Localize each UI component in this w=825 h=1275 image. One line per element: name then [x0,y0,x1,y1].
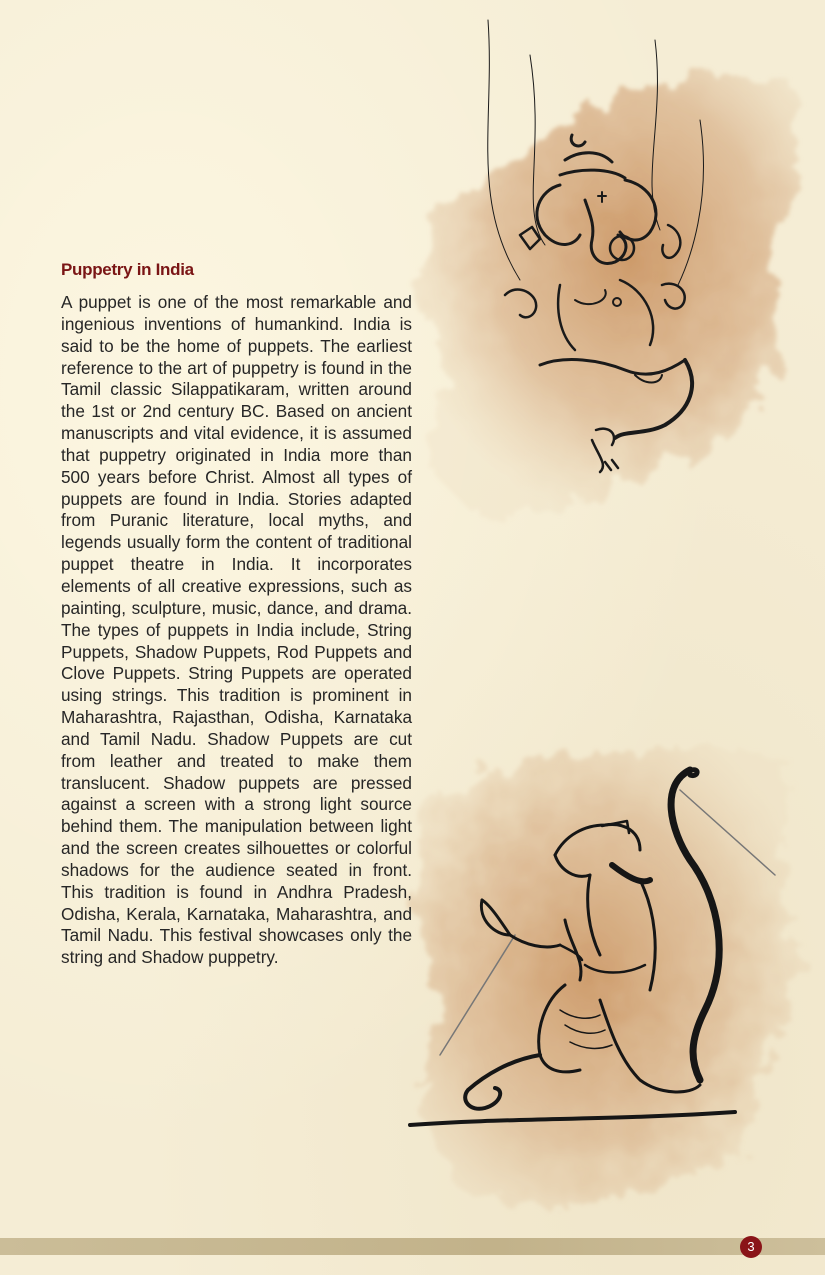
footer-bar [0,1238,825,1255]
section-heading: Puppetry in India [61,260,194,279]
watercolor-wash-top [420,75,800,520]
page-number-badge: 3 [740,1236,762,1258]
watercolor-wash-bottom [415,745,800,1210]
body-paragraph: A puppet is one of the most remarkable and ingenious inventions of humankind. India is said to be the home of puppets. The earliest reference to the art of puppetry is found in the Tamil classic Silappatikaram, written around the 1st or 2nd century BC. Based on ancient manuscripts and vital evidence, it is assumed that puppetry originated in India more than 500 years before Christ. Almost all types of puppets are found in India. Stories adapted from Puranic literature, local myths, and legends usually form the content of traditional puppet theatre in India. It incorporates elements of all creative expressions, such as painting, sculpture, music, dance, and drama. The types of puppets in India include, String Puppets, Shadow Puppets, Rod Puppets and Clove Puppets. String Puppets are operated using strings. This tradition is prominent in Maharashtra, Rajasthan, Odisha, Karnataka and Tamil Nadu. Shadow Puppets are cut from leather and treated to make them translucent. Shadow puppets are pressed against a screen with a strong light source behind them. The manipulation between light and the screen creates silhouettes or colorful shadows for the audience seated in front. This tradition is found in Andhra Pradesh, Odisha, Kerala, Karnataka, Maharashtra, and Tamil Nadu. This festival showcases only the string and Shadow puppetry. [61,292,412,968]
